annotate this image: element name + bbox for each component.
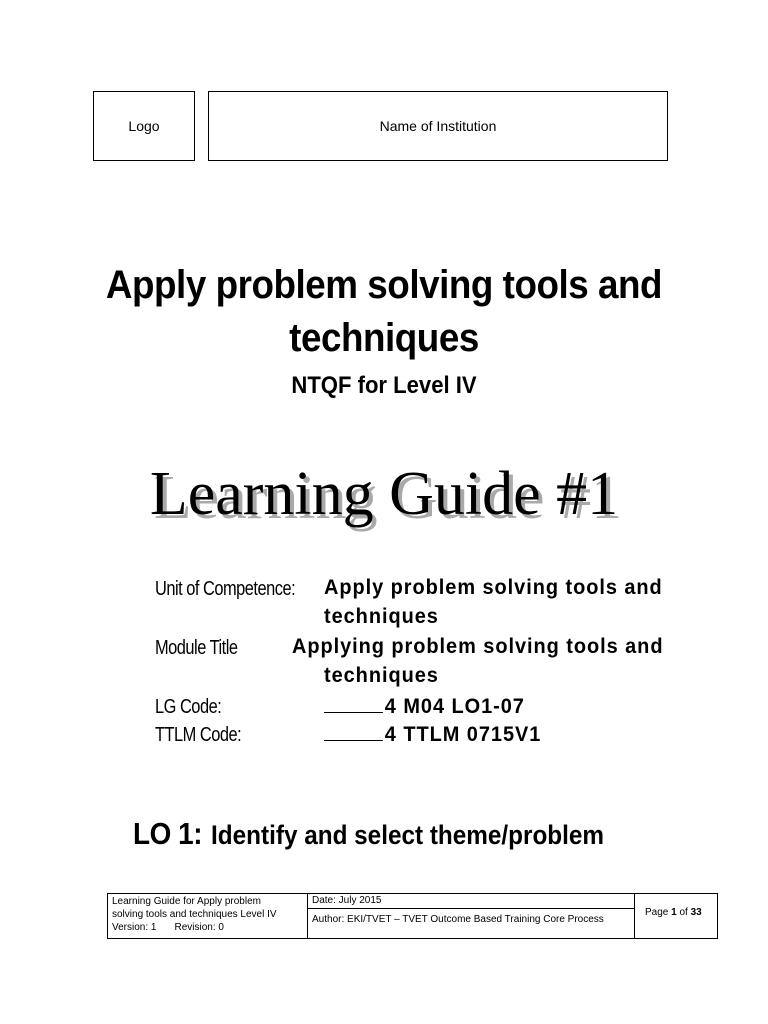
blank-line (324, 694, 383, 713)
logo-label: Logo (128, 118, 160, 134)
lo-label: LO 1: (133, 816, 203, 851)
learning-guide-title: Learning Guide #1 (149, 460, 619, 528)
footer-meta-cell (308, 894, 635, 938)
footer-version-line: Version: 1 Revision: 0 (112, 922, 224, 933)
document-subtitle: NTQF for Level IV (291, 372, 477, 399)
lg-code-value: 4 M04 LO1-07 (324, 694, 525, 719)
unit-of-competence-value-line1: Apply problem solving tools and (324, 576, 663, 599)
unit-of-competence-value-line2: techniques (324, 605, 439, 628)
footer-guide-cell (108, 894, 308, 938)
lo-text: Identify and select theme/problem (211, 820, 605, 850)
ttlm-code-label: TTLM Code: (155, 724, 242, 746)
footer-table (107, 893, 718, 939)
module-title-value-line2: techniques (324, 664, 439, 687)
footer-page-number: Page 1 of 33 (645, 907, 702, 918)
ttlm-code-value: 4 TTLM 0715V1 (324, 722, 541, 747)
footer-guide-line1: Learning Guide for Apply problem (112, 896, 261, 907)
footer-author: Author: EKI/TVET – TVET Outcome Based Training Core Process (312, 914, 604, 925)
institution-label: Name of Institution (379, 118, 497, 134)
unit-of-competence-label: Unit of Competence: (155, 578, 296, 600)
blank-line (324, 722, 383, 741)
document-title-line1: Apply problem solving tools and (105, 263, 663, 307)
logo-placeholder (93, 91, 195, 161)
institution-name-box (208, 91, 668, 161)
document-title-line2: techniques (289, 316, 479, 360)
footer-guide-line2: solving tools and techniques Level IV (112, 909, 277, 920)
learning-outcome-heading (133, 816, 604, 852)
module-title-label: Module Title (155, 637, 238, 659)
footer-date: Date: July 2015 (308, 894, 634, 909)
lg-code-label: LG Code: (155, 696, 222, 718)
module-title-value-line1: Applying problem solving tools and (292, 635, 664, 658)
